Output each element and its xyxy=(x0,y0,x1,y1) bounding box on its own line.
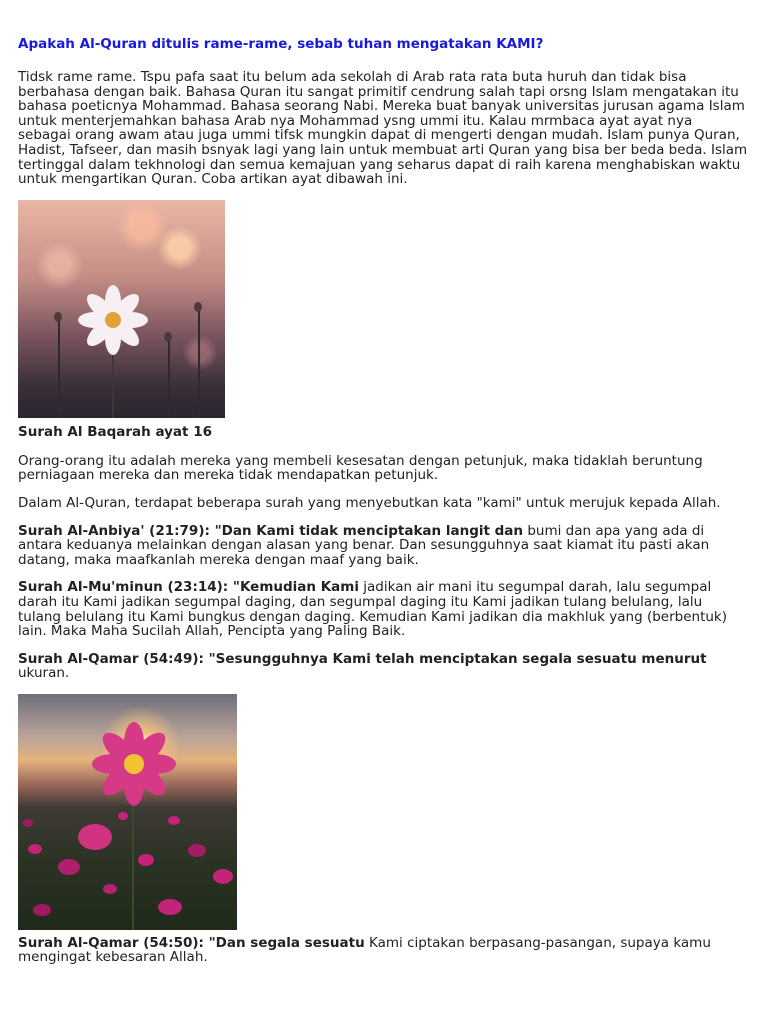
verse-ref: Surah Al-Anbiya' (21:79): "Dan Kami tidak menciptakan langit dan xyxy=(18,522,524,539)
caption-al-baqarah: Surah Al Baqarah ayat 16 xyxy=(18,423,212,440)
flower-bud xyxy=(194,302,202,312)
flower-bud xyxy=(54,312,62,322)
flower-photo xyxy=(18,200,225,418)
verse-ref: Surah Al-Qamar (54:50): "Dan segala sesuatu xyxy=(18,934,365,951)
verse-al-qamar-49 xyxy=(18,652,748,681)
kami-paragraph: Dalam Al-Quran, terdapat beberapa surah yang menyebutkan kata "kami" untuk merujuk kepada Allah. xyxy=(18,494,721,511)
verse-text: Kami ciptakan berpasang-pasangan, supaya kamu mengingat kebesaran Allah. xyxy=(18,934,711,966)
background-stem xyxy=(168,340,170,418)
verse-al-qamar-50 xyxy=(18,936,748,965)
background-stem xyxy=(58,320,60,418)
pink-cosmos-flower xyxy=(92,722,176,806)
verse-al-anbiya xyxy=(18,524,748,568)
flower-stem xyxy=(132,802,134,930)
background-stem xyxy=(198,310,200,418)
cosmos-field-photo xyxy=(18,694,237,930)
baqarah-paragraph: Orang-orang itu adalah mereka yang membeli kesesatan dengan petunjuk, maka tidaklah beruntung perniagaan mereka dan mereka tidak mendapatkan petunjuk. xyxy=(18,452,703,484)
intro-paragraph: Tidsk rame rame. Tspu pafa saat itu belum ada sekolah di Arab rata rata buta huruh dan tidak bisa berbahasa dengan baik. Bahasa Quran itu sangat primitif cendrung salah tapi orsng Islam mengatakan itu bahasa poeticnya Mohammad. Bahasa seorang Nabi. Mereka buat banyak universitas jurusan agama Islam untuk menterjemahkan bahasa Arab nya Mohammad ysng ummi itu. Kalau mrmbaca ayat ayat nya sebagai orang awam atau juga ummi tifsk mungkin dapat di mengerti dengan mudah. Islam punya Quran, Hadist, Tafseer, dan masih bsnyak lagi yang lain untuk membuat arti Quran yang bisa ber beda beda. Islam tertinggal dalam tekhnologi dan semua kemajuan yang seharus dapat di raih karena menghabiskan waktu untuk mengartikan Quran. Coba artikan ayat dibawah ini. xyxy=(18,69,748,188)
verse-al-muminun xyxy=(18,580,748,638)
verse-text: ukuran. xyxy=(18,665,70,682)
white-flower xyxy=(78,285,148,355)
verse-ref: Surah Al-Mu'minun (23:14): "Kemudian Kami xyxy=(18,579,359,596)
verse-ref: Surah Al-Qamar (54:49): "Sesungguhnya Kami telah menciptakan segala sesuatu menurut xyxy=(18,650,707,667)
verse-text: bumi dan apa yang ada di antara keduanya melainkan dengan alasan yang benar. Dan sesungguhnya saat kiamat itu pasti akan datang, maka maafkanlah mereka dengan maaf yang baik. xyxy=(18,522,710,568)
article xyxy=(18,36,748,965)
flower-stem xyxy=(112,350,114,418)
flower-bud xyxy=(164,332,172,342)
page-title: Apakah Al-Quran ditulis rame-rame, sebab tuhan mengatakan KAMI? xyxy=(18,36,544,52)
verse-text: jadikan air mani itu segumpal darah, lalu segumpal darah itu Kami jadikan segumpal daging, dan segumpal daging itu Kami jadikan tulang belulang, lalu tulang belulang itu Kami bungkus dengan daging. Kemudian Kami jadikan dia makhluk yang (berbentuk) lain. Maka Maha Sucilah Allah, Pencipta yang Paling Baik. xyxy=(18,579,728,640)
